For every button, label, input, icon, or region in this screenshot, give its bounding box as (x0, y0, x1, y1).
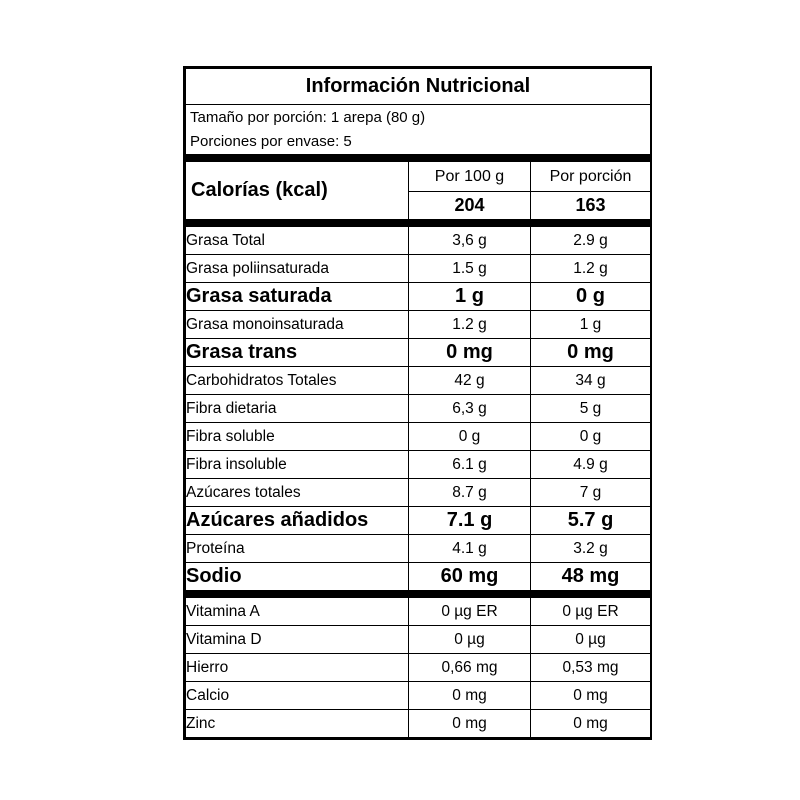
vitamin-per-serving: 0 mg (531, 682, 651, 710)
vitamin-name: Calcio (186, 682, 409, 710)
vitamin-name: Vitamina A (186, 594, 409, 626)
nutrient-name: Grasa saturada (186, 283, 409, 311)
nutrient-name: Grasa trans (186, 339, 409, 367)
nutrient-per-serving: 3.2 g (531, 535, 651, 563)
nutrient-per100: 4.1 g (409, 535, 531, 563)
calories-per-serving: 163 (531, 192, 651, 224)
vitamin-name: Zinc (186, 710, 409, 738)
calories-label: Calorías (kcal) (186, 158, 409, 223)
nutrient-name: Azúcares totales (186, 479, 409, 507)
vitamin-per100: 0 mg (409, 682, 531, 710)
nutrient-per-serving: 7 g (531, 479, 651, 507)
nutrient-per100: 8.7 g (409, 479, 531, 507)
nutrient-per100: 0 g (409, 423, 531, 451)
nutrient-per-serving: 1 g (531, 311, 651, 339)
nutrient-per-serving: 2.9 g (531, 223, 651, 255)
nutrient-per-serving: 5 g (531, 395, 651, 423)
vitamin-per100: 0 mg (409, 710, 531, 738)
nutrient-name: Sodio (186, 563, 409, 595)
nutrient-per100: 0 mg (409, 339, 531, 367)
vitamin-per100: 0,66 mg (409, 654, 531, 682)
vitamin-per-serving: 0,53 mg (531, 654, 651, 682)
nutrient-per100: 3,6 g (409, 223, 531, 255)
column-header-per100: Por 100 g (409, 158, 531, 192)
column-header-per-serving: Por porción (531, 158, 651, 192)
nutrient-name: Grasa poliinsaturada (186, 255, 409, 283)
nutrient-per100: 6.1 g (409, 451, 531, 479)
nutrient-per-serving: 5.7 g (531, 507, 651, 535)
vitamin-per-serving: 0 mg (531, 710, 651, 738)
nutrient-per100: 6,3 g (409, 395, 531, 423)
servings-per-container: Porciones por envase: 5 (186, 129, 651, 158)
nutrient-name: Fibra dietaria (186, 395, 409, 423)
nutrition-facts-label (183, 66, 652, 740)
vitamin-per100: 0 µg ER (409, 594, 531, 626)
nutrient-name: Proteína (186, 535, 409, 563)
nutrient-name: Fibra insoluble (186, 451, 409, 479)
vitamin-per-serving: 0 µg (531, 626, 651, 654)
nutrient-per100: 1 g (409, 283, 531, 311)
vitamin-name: Hierro (186, 654, 409, 682)
nutrient-per100: 42 g (409, 367, 531, 395)
nutrient-per-serving: 1.2 g (531, 255, 651, 283)
calories-per100: 204 (409, 192, 531, 224)
nutrient-per-serving: 0 mg (531, 339, 651, 367)
serving-size: Tamaño por porción: 1 arepa (80 g) (186, 105, 651, 130)
nutrient-per-serving: 0 g (531, 423, 651, 451)
nutrient-per100: 7.1 g (409, 507, 531, 535)
label-title: Información Nutricional (186, 69, 651, 105)
nutrient-name: Grasa Total (186, 223, 409, 255)
nutrient-name: Grasa monoinsaturada (186, 311, 409, 339)
vitamin-name: Vitamina D (186, 626, 409, 654)
nutrient-per-serving: 4.9 g (531, 451, 651, 479)
nutrient-per-serving: 34 g (531, 367, 651, 395)
nutrient-name: Azúcares añadidos (186, 507, 409, 535)
vitamin-per-serving: 0 µg ER (531, 594, 651, 626)
vitamin-per100: 0 µg (409, 626, 531, 654)
nutrient-per100: 60 mg (409, 563, 531, 595)
nutrient-per100: 1.2 g (409, 311, 531, 339)
nutrition-table (185, 68, 651, 738)
nutrient-per100: 1.5 g (409, 255, 531, 283)
nutrient-name: Fibra soluble (186, 423, 409, 451)
nutrient-name: Carbohidratos Totales (186, 367, 409, 395)
nutrient-per-serving: 48 mg (531, 563, 651, 595)
nutrient-per-serving: 0 g (531, 283, 651, 311)
